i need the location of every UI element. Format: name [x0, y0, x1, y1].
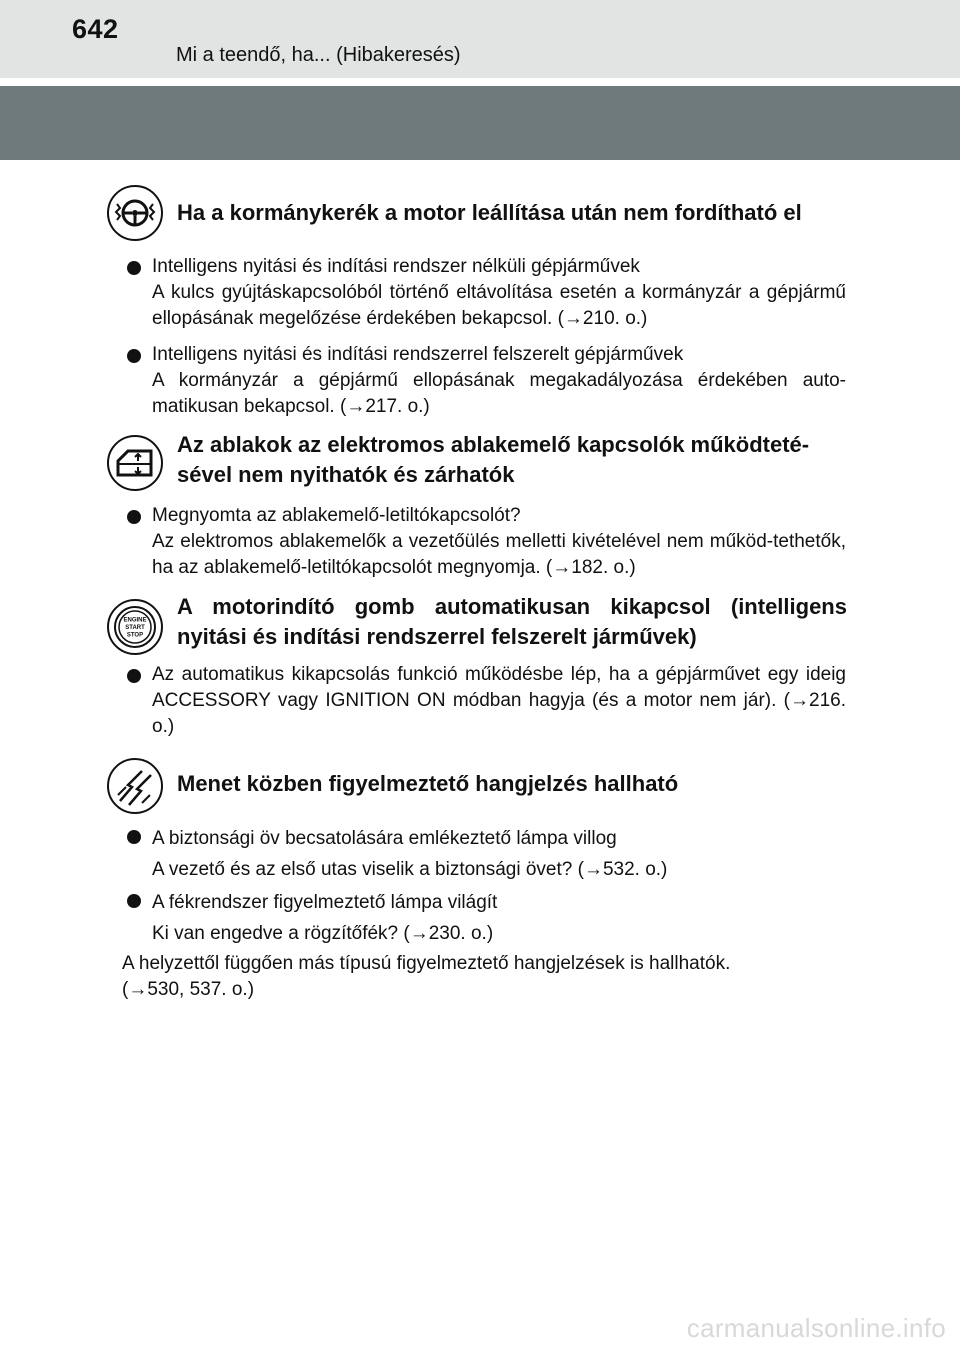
- bullet-brake: [152, 887, 846, 949]
- bullet-body: Ki van engedve a rögzítőfék? (→230. o.): [152, 923, 494, 944]
- bullet-seatbelt: [152, 823, 846, 885]
- chapter-title: Mi a teendő, ha... (Hibakeresés): [176, 44, 461, 66]
- page-number: 642: [72, 14, 119, 44]
- warning-sound-icon: [106, 757, 164, 815]
- engine-start-stop-button-icon: [106, 598, 164, 656]
- page-header: [0, 0, 960, 78]
- bullet-marker: [127, 349, 141, 363]
- bullet-heading: Megnyomta az ablakemelő-letiltókapcsolót?: [152, 505, 521, 526]
- section-title-steering: Ha a kormánykerék a motor leállítása után nem fordítható el: [177, 200, 802, 225]
- bullet-marker: [127, 261, 141, 275]
- power-window-icon: [106, 434, 164, 492]
- section-title-line: sével nem nyithatók és zárhatók: [177, 462, 515, 487]
- bullet-heading: Intelligens nyitási és indítási rendszerrel felszerelt gépjárművek: [152, 344, 684, 365]
- bullet-heading: Intelligens nyitási és indítási rendszer nélküli gépjárművek: [152, 256, 640, 277]
- bullet-body: A kulcs gyújtáskapcsolóból történő eltávolítása esetén a kormányzár a gépjármű ellopásának megelőzése érdekében bekapcsol. (→210. o.): [152, 282, 846, 329]
- bullet-steering-smart: [152, 342, 846, 420]
- section-title-line: Az ablakok az elektromos ablakemelő kapcsolók működteté-: [177, 432, 810, 457]
- section-title-windows: [177, 430, 847, 490]
- bullet-body: A vezető és az első utas viselik a biztonsági övet? (→532. o.): [152, 859, 668, 880]
- bullet-marker: [127, 669, 141, 683]
- watermark: carmanualsonline.info: [686, 1313, 946, 1343]
- note-text: [122, 951, 846, 1003]
- bullet-steering-no-smart: [152, 254, 846, 332]
- section-title-start-button: A motorindító gomb automatikusan kikapcsol (intelligens nyitási és indítási rendszerrel felszerelt járművek): [177, 594, 847, 649]
- section-title-warning-sound: Menet közben figyelmeztető hangjelzés hallható: [177, 771, 679, 796]
- icon-label-start: START: [125, 625, 145, 631]
- bullet-marker: [127, 894, 141, 908]
- bullet-marker: [127, 510, 141, 524]
- bullet-heading: A biztonsági öv becsatolására emlékeztető lámpa villog: [152, 828, 617, 849]
- bullet-auto-off: [152, 662, 846, 740]
- bullet-body: Az elektromos ablakemelők a vezetőülés melletti kivételével nem működ-tethetők, ha az ablakemelő-letiltókapcsolót megnyomja. (→182. o.): [152, 531, 846, 578]
- note-line: A helyzettől függően más típusú figyelmeztető hangjelzések is hallhatók.: [122, 953, 731, 974]
- bullet-body: Az automatikus kikapcsolás funkció működésbe lép, ha a gépjárművet egy ideig ACCESSORY vagy IGNITION ON módban hagyja (és a motor nem jár). (→216. o.): [152, 664, 846, 737]
- steering-wheel-lock-icon: [106, 184, 164, 242]
- note-line: (→530, 537. o.): [122, 979, 255, 1000]
- bullet-marker: [127, 830, 141, 844]
- bullet-body: A kormányzár a gépjármű ellopásának megakadályozása érdekében auto-matikusan bekapcsol. (→217. o.): [152, 370, 846, 417]
- icon-label-engine: ENGINE: [123, 617, 147, 624]
- bullet-heading: A fékrendszer figyelmeztető lámpa világít: [152, 892, 498, 913]
- header-band: [0, 86, 960, 160]
- icon-label-stop: STOP: [126, 632, 144, 639]
- bullet-window-lock: [152, 503, 846, 581]
